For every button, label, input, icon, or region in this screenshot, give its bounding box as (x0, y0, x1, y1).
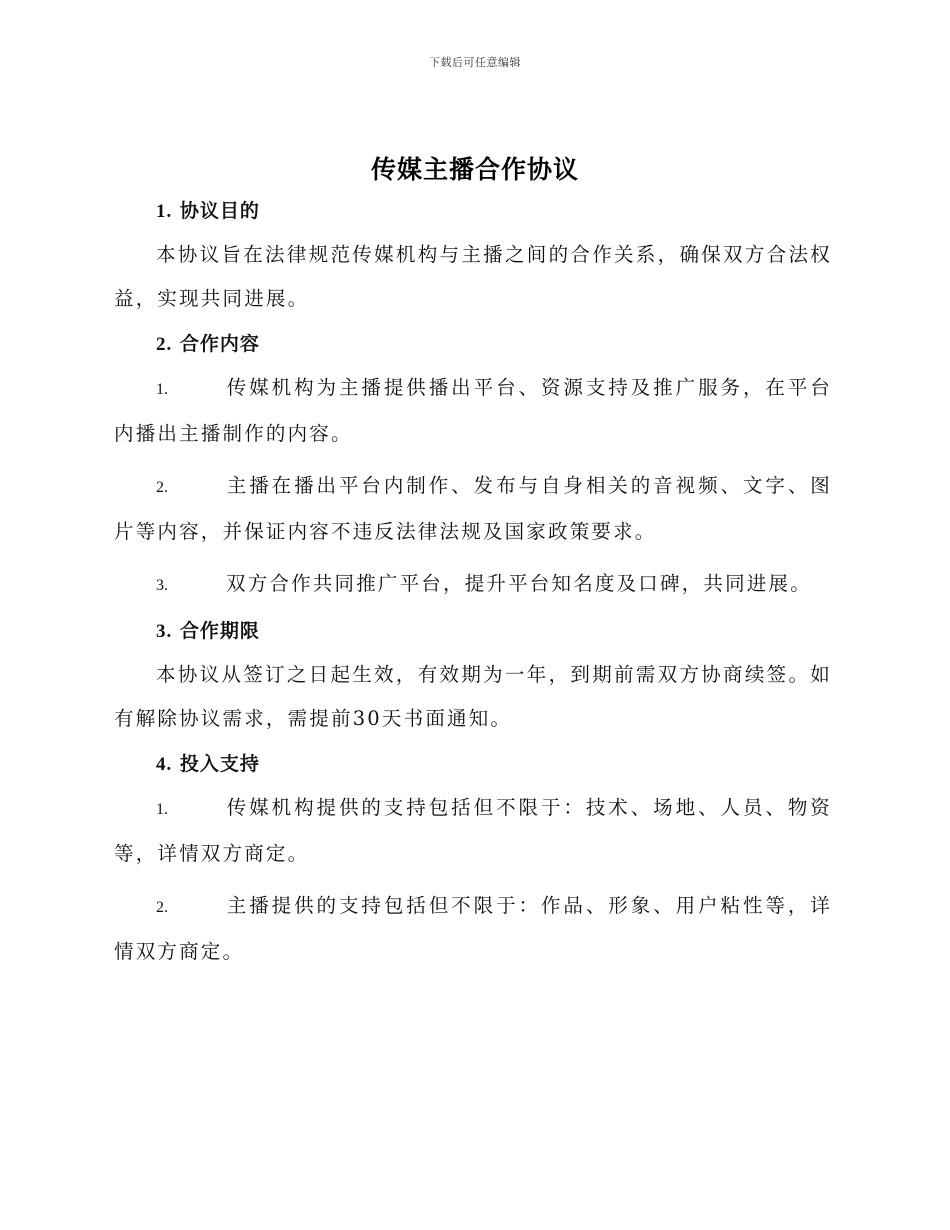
section-heading (114, 329, 832, 360)
section-paragraph: 本协议旨在法律规范传媒机构与主播之间的合作关系，确保双方合法权益，实现共同进展。 (114, 243, 832, 310)
section-title: 合作内容 (179, 333, 260, 355)
section-title: 协议目的 (179, 200, 260, 222)
section-heading (114, 749, 832, 780)
section-number: 1. (156, 201, 173, 222)
list-item-text: 主播提供的支持包括但不限于：作品、形象、用户粘性等，详情双方商定。 (114, 894, 832, 963)
list-item-number: 2. (156, 479, 168, 496)
list-item-text: 传媒机构为主播提供播出平台、资源支持及推广服务，在平台内播出主播制作的内容。 (114, 376, 832, 445)
section-paragraph: 本协议从签订之日起生效，有效期为一年，到期前需双方协商续签。如有解除协议需求，需提前30天书面通知。 (114, 663, 832, 730)
list-item-text: 传媒机构提供的支持包括但不限于：技术、场地、人员、物资等，详情双方商定。 (114, 796, 832, 865)
section-heading (114, 616, 832, 647)
list-item (114, 366, 832, 456)
list-item-number: 1. (156, 801, 168, 818)
list-item-number: 3. (156, 577, 168, 594)
section-2 (114, 329, 832, 608)
section-4 (114, 749, 832, 974)
section-number: 3. (156, 621, 173, 642)
section-title: 合作期限 (179, 620, 260, 642)
list-item-text: 主播在播出平台内制作、发布与自身相关的音视频、文字、图片等内容，并保证内容不违反法律法规及国家政策要求。 (114, 474, 832, 543)
list-item-number: 1. (156, 381, 168, 398)
list-item (114, 884, 832, 974)
section-number: 4. (156, 754, 173, 775)
section-heading (114, 196, 832, 227)
list-item (114, 562, 832, 608)
section-title: 投入支持 (179, 753, 260, 775)
section-1 (114, 196, 832, 321)
list-item (114, 786, 832, 876)
document-body (114, 196, 832, 974)
section-number: 2. (156, 334, 173, 355)
page-header: 下载后可任意编辑 (429, 56, 521, 69)
section-3 (114, 616, 832, 741)
list-item (114, 464, 832, 554)
document-title: 传媒主播合作协议 (370, 155, 579, 184)
list-item-text: 双方合作共同推广平台，提升平台知名度及口碑，共同进展。 (226, 572, 812, 595)
list-item-number: 2. (156, 899, 168, 916)
